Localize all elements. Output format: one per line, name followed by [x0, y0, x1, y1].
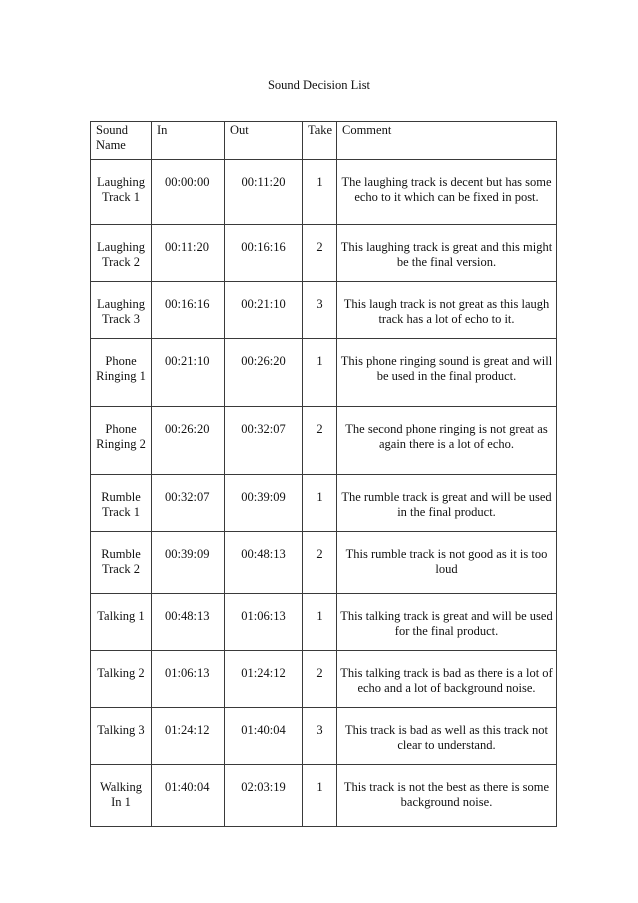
- table-row: [91, 339, 557, 407]
- table-row: [91, 475, 557, 532]
- sound-decision-table: [90, 121, 557, 827]
- cell-sound-name: Rumble Track 2: [91, 532, 152, 594]
- table-row: [91, 282, 557, 339]
- cell-sound-name: Phone Ringing 2: [91, 407, 152, 475]
- cell-out: 01:40:04: [225, 708, 303, 765]
- cell-comment: This track is not the best as there is some background noise.: [337, 765, 557, 827]
- cell-in: 00:48:13: [152, 594, 225, 651]
- cell-take: 2: [303, 651, 337, 708]
- cell-sound-name: Walking In 1: [91, 765, 152, 827]
- cell-comment: This track is bad as well as this track not clear to understand.: [337, 708, 557, 765]
- table-row: [91, 160, 557, 225]
- cell-out: 00:16:16: [225, 225, 303, 282]
- cell-sound-name: Talking 2: [91, 651, 152, 708]
- cell-take: 2: [303, 225, 337, 282]
- table-row: [91, 651, 557, 708]
- header-comment: Comment: [337, 122, 557, 160]
- cell-sound-name: Talking 3: [91, 708, 152, 765]
- cell-comment: This talking track is great and will be used for the final product.: [337, 594, 557, 651]
- table-row: [91, 225, 557, 282]
- cell-out: 00:48:13: [225, 532, 303, 594]
- cell-comment: This laugh track is not great as this laugh track has a lot of echo to it.: [337, 282, 557, 339]
- cell-out: 00:11:20: [225, 160, 303, 225]
- cell-in: 01:24:12: [152, 708, 225, 765]
- cell-in: 00:26:20: [152, 407, 225, 475]
- cell-sound-name: Rumble Track 1: [91, 475, 152, 532]
- cell-take: 3: [303, 708, 337, 765]
- cell-comment: The laughing track is decent but has some echo to it which can be fixed in post.: [337, 160, 557, 225]
- cell-comment: This talking track is bad as there is a lot of echo and a lot of background noise.: [337, 651, 557, 708]
- cell-out: 00:39:09: [225, 475, 303, 532]
- cell-in: 00:16:16: [152, 282, 225, 339]
- cell-comment: The second phone ringing is not great as again there is a lot of echo.: [337, 407, 557, 475]
- table-row: [91, 765, 557, 827]
- table-row: [91, 708, 557, 765]
- cell-comment: The rumble track is great and will be used in the final product.: [337, 475, 557, 532]
- cell-out: 02:03:19: [225, 765, 303, 827]
- cell-out: 00:21:10: [225, 282, 303, 339]
- table-row: [91, 594, 557, 651]
- cell-sound-name: Laughing Track 2: [91, 225, 152, 282]
- cell-in: 01:40:04: [152, 765, 225, 827]
- cell-sound-name: Laughing Track 1: [91, 160, 152, 225]
- cell-take: 1: [303, 475, 337, 532]
- table-row: [91, 532, 557, 594]
- cell-take: 2: [303, 532, 337, 594]
- header-take: Take: [303, 122, 337, 160]
- cell-out: 00:32:07: [225, 407, 303, 475]
- cell-take: 1: [303, 765, 337, 827]
- table-row: [91, 407, 557, 475]
- cell-sound-name: Phone Ringing 1: [91, 339, 152, 407]
- cell-take: 3: [303, 282, 337, 339]
- cell-in: 00:32:07: [152, 475, 225, 532]
- cell-take: 1: [303, 339, 337, 407]
- cell-sound-name: Talking 1: [91, 594, 152, 651]
- cell-take: 1: [303, 594, 337, 651]
- header-in: In: [152, 122, 225, 160]
- cell-comment: This rumble track is not good as it is too loud: [337, 532, 557, 594]
- cell-out: 00:26:20: [225, 339, 303, 407]
- cell-in: 00:00:00: [152, 160, 225, 225]
- table-header-row: [91, 122, 557, 160]
- cell-in: 01:06:13: [152, 651, 225, 708]
- cell-in: 00:11:20: [152, 225, 225, 282]
- header-out: Out: [225, 122, 303, 160]
- cell-take: 2: [303, 407, 337, 475]
- cell-comment: This laughing track is great and this might be the final version.: [337, 225, 557, 282]
- cell-out: 01:06:13: [225, 594, 303, 651]
- cell-comment: This phone ringing sound is great and will be used in the final product.: [337, 339, 557, 407]
- header-sound-name: Sound Name: [91, 122, 152, 160]
- cell-take: 1: [303, 160, 337, 225]
- cell-in: 00:39:09: [152, 532, 225, 594]
- cell-out: 01:24:12: [225, 651, 303, 708]
- page-title: Sound Decision List: [267, 78, 371, 92]
- cell-in: 00:21:10: [152, 339, 225, 407]
- cell-sound-name: Laughing Track 3: [91, 282, 152, 339]
